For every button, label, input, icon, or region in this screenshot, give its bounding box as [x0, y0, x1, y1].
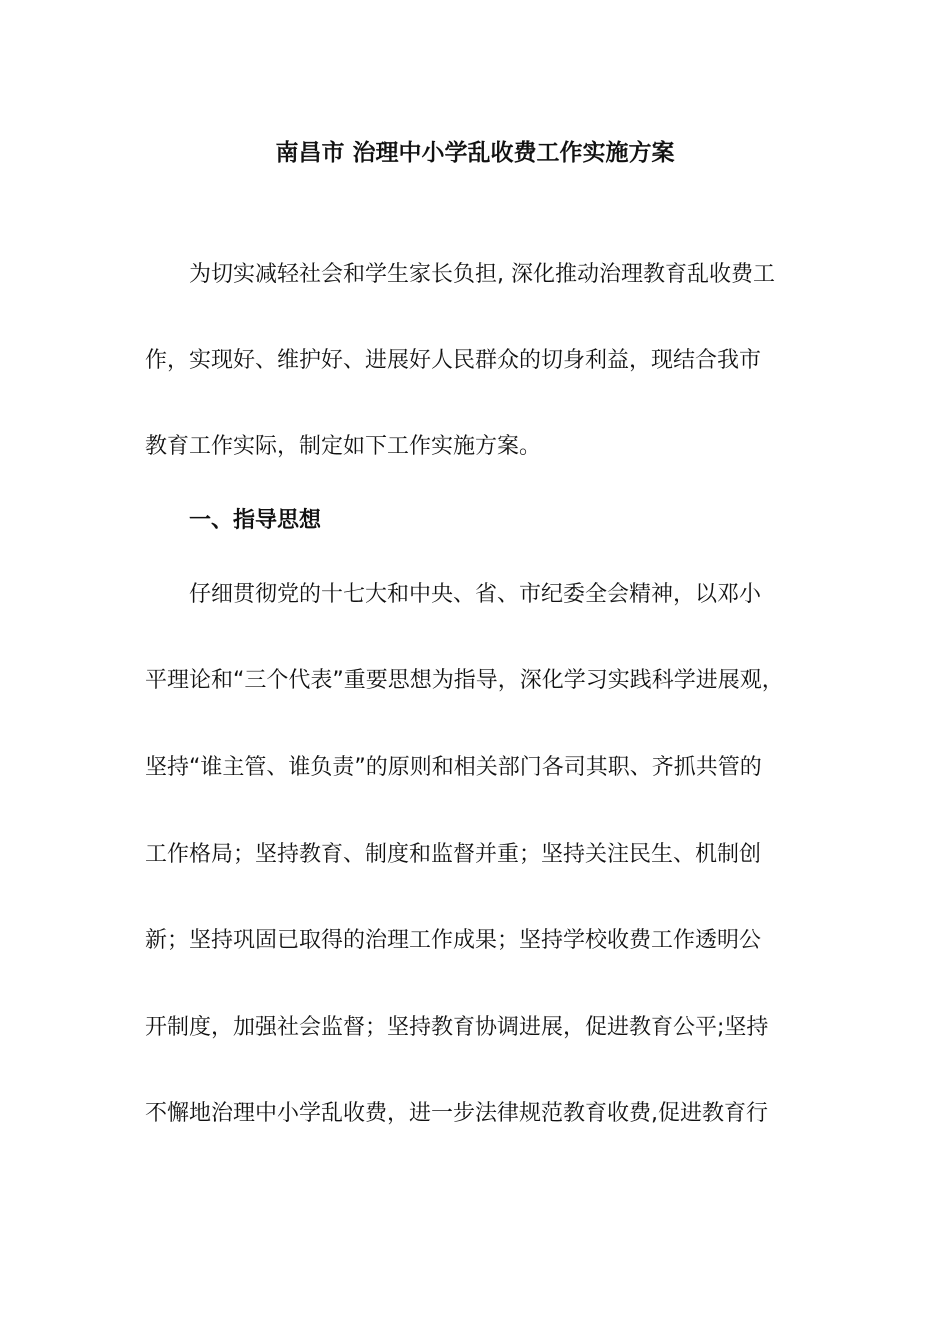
paragraph-line: 新；坚持巩固已取得的治理工作成果；坚持学校收费工作透明公	[145, 928, 762, 953]
paragraph-line: 仔细贯彻党的十七大和中央、省、市纪委全会精神，以邓小	[189, 582, 762, 607]
document-title: 南昌市 治理中小学乱收费工作实施方案	[275, 140, 675, 166]
paragraph-line: 为切实减轻社会和学生家长负担, 深化推动治理教育乱收费工	[189, 262, 775, 287]
paragraph-line: 作，实现好、维护好、进展好人民群众的切身利益，现结合我市	[145, 348, 762, 373]
paragraph-line: 开制度，加强社会监督；坚持教育协调进展，促进教育公平;坚持	[145, 1015, 769, 1040]
paragraph-line: 平理论和“三个代表”重要思想为指导，深化学习实践科学进展观，	[145, 668, 784, 693]
paragraph-line: 工作格局；坚持教育、制度和监督并重；坚持关注民生、机制创	[145, 842, 762, 867]
section-heading: 一、指导思想	[189, 508, 322, 533]
paragraph-line: 不懈地治理中小学乱收费，进一步法律规范教育收费,促进教育行	[145, 1101, 768, 1126]
paragraph-line: 教育工作实际，制定如下工作实施方案。	[145, 434, 542, 459]
paragraph-line: 坚持“谁主管、谁负责”的原则和相关部门各司其职、齐抓共管的	[145, 755, 762, 780]
